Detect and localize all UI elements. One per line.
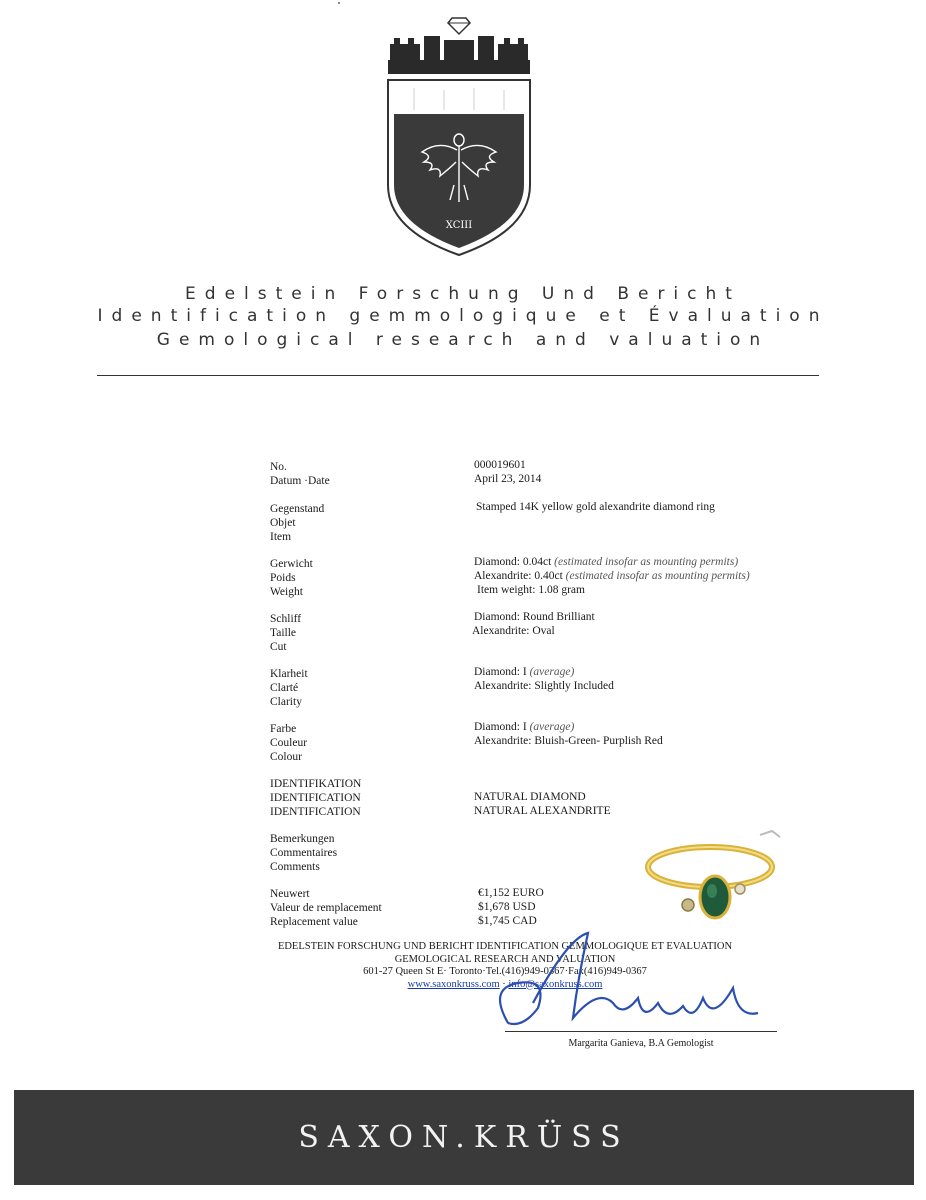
- label-colour-fr: Couleur: [270, 737, 308, 749]
- label-replacement-fr: Valeur de remplacement: [270, 902, 382, 914]
- value-no: 000019601: [474, 459, 526, 471]
- crown-icon: [388, 36, 530, 74]
- label-cut-de: Schliff: [270, 613, 302, 625]
- note-weight-alexandrite: (estimated insofar as mounting permits): [565, 570, 750, 582]
- value-cut-alexandrite: Alexandrite: Oval: [472, 625, 555, 637]
- company-line-2: GEMOLOGICAL RESEARCH AND VALUATION: [394, 953, 616, 965]
- labels-comments: [270, 832, 337, 874]
- value-item: Stamped 14K yellow gold alexandrite diamond ring: [476, 501, 715, 513]
- label-date: Datum ·Date: [270, 475, 330, 487]
- label-weight-de: Gerwicht: [270, 558, 313, 570]
- label-clarity-de: Klarheit: [270, 668, 308, 680]
- website-link[interactable]: www.saxonkruss.com: [407, 978, 500, 990]
- label-identification-fr: IDENTIFICATION: [270, 792, 361, 804]
- label-clarity-en: Clarity: [270, 696, 302, 708]
- value-replacement-cad: $1,745 CAD: [478, 915, 537, 927]
- note-clarity-diamond: (average): [529, 666, 575, 678]
- value-clarity-alexandrite: Alexandrite: Slightly Included: [474, 680, 614, 692]
- header-divider: [97, 375, 819, 376]
- label-colour-en: Colour: [270, 751, 302, 763]
- value-replacement-euro: €1,152 EURO: [478, 887, 544, 899]
- value-date: April 23, 2014: [474, 473, 542, 485]
- crest-shield-icon: [384, 10, 534, 260]
- header-line-fr: Identification gemmologique et Évaluation: [97, 306, 829, 326]
- label-identification-en: IDENTIFICATION: [270, 806, 361, 818]
- label-replacement-de: Neuwert: [270, 888, 310, 900]
- values-replacement: [478, 886, 544, 928]
- value-item-weight: Item weight: 1.08 gram: [477, 584, 585, 596]
- values-identification: [474, 790, 611, 818]
- label-item-de: Gegenstand: [270, 503, 325, 515]
- labels-clarity: [270, 667, 308, 709]
- label-comments-fr: Commentaires: [270, 847, 338, 859]
- label-replacement-en: Replacement value: [270, 916, 358, 928]
- header-line-de: Edelstein Forschung Und Bericht: [185, 284, 741, 304]
- value-weight-alexandrite: Alexandrite: 0.40ct: [474, 570, 563, 582]
- company-address: 601-27 Queen St E· Toronto·Tel.(416)949-0367·Fax(416)949-0367: [363, 966, 647, 977]
- label-weight-en: Weight: [270, 586, 303, 598]
- value-cut-diamond: Diamond: Round Brilliant: [474, 611, 595, 623]
- brand-name: SAXON.KRÜSS: [298, 1120, 630, 1155]
- value-replacement-usd: $1,678 USD: [478, 901, 536, 913]
- email-link[interactable]: info@saxonkruss.com: [508, 978, 603, 990]
- header-line-en: Gemological research and valuation: [156, 330, 770, 350]
- label-item-en: Item: [270, 531, 292, 543]
- crest-numeral: XCIII: [445, 220, 473, 231]
- label-clarity-fr: Clarté: [270, 682, 299, 694]
- label-cut-en: Cut: [270, 641, 287, 653]
- link-separator: ·: [502, 978, 506, 990]
- brand-bar: [14, 1090, 914, 1185]
- values-no-date: [474, 458, 541, 486]
- labels-item: [270, 502, 324, 544]
- value-clarity-diamond: Diamond: I: [474, 666, 527, 678]
- values-weight: [474, 555, 750, 597]
- label-comments-de: Bemerkungen: [270, 833, 335, 845]
- ring-photo: [640, 825, 800, 945]
- value-colour-alexandrite: Alexandrite: Bluish-Green- Purplish Red: [474, 735, 663, 747]
- values-clarity: [474, 665, 614, 693]
- labels-replacement: [270, 887, 382, 929]
- labels-colour: [270, 722, 307, 764]
- label-item-fr: Objet: [270, 517, 296, 529]
- note-colour-diamond: (average): [529, 721, 575, 733]
- signature-scribble: [478, 928, 778, 1038]
- labels-no-date: [270, 460, 330, 488]
- value-identification-diamond: NATURAL DIAMOND: [474, 791, 586, 803]
- speck: [338, 2, 340, 4]
- note-weight-diamond: (estimated insofar as mounting permits): [554, 556, 739, 568]
- label-no: No.: [270, 461, 287, 473]
- label-identification-de: IDENTIFIKATION: [270, 778, 362, 790]
- value-colour-diamond: Diamond: I: [474, 721, 527, 733]
- label-weight-fr: Poids: [270, 572, 296, 584]
- values-item: [476, 500, 715, 514]
- values-cut: [474, 610, 595, 638]
- labels-cut: [270, 612, 301, 654]
- labels-identification: [270, 777, 361, 819]
- label-cut-fr: Taille: [270, 627, 297, 639]
- signature-line: [505, 1031, 777, 1032]
- signer-name: Margarita Ganieva, B.A Gemologist: [568, 1038, 714, 1049]
- value-identification-alexandrite: NATURAL ALEXANDRITE: [474, 805, 611, 817]
- value-weight-diamond: Diamond: 0.04ct: [474, 556, 552, 568]
- values-colour: [474, 720, 663, 748]
- company-line-1: EDELSTEIN FORSCHUNG UND BERICHT IDENTIFICATION GEMMOLOGIQUE ET EVALUATION: [277, 941, 733, 952]
- label-comments-en: Comments: [270, 861, 320, 873]
- diamond-icon: [448, 18, 470, 34]
- labels-weight: [270, 557, 313, 599]
- label-colour-de: Farbe: [270, 723, 297, 735]
